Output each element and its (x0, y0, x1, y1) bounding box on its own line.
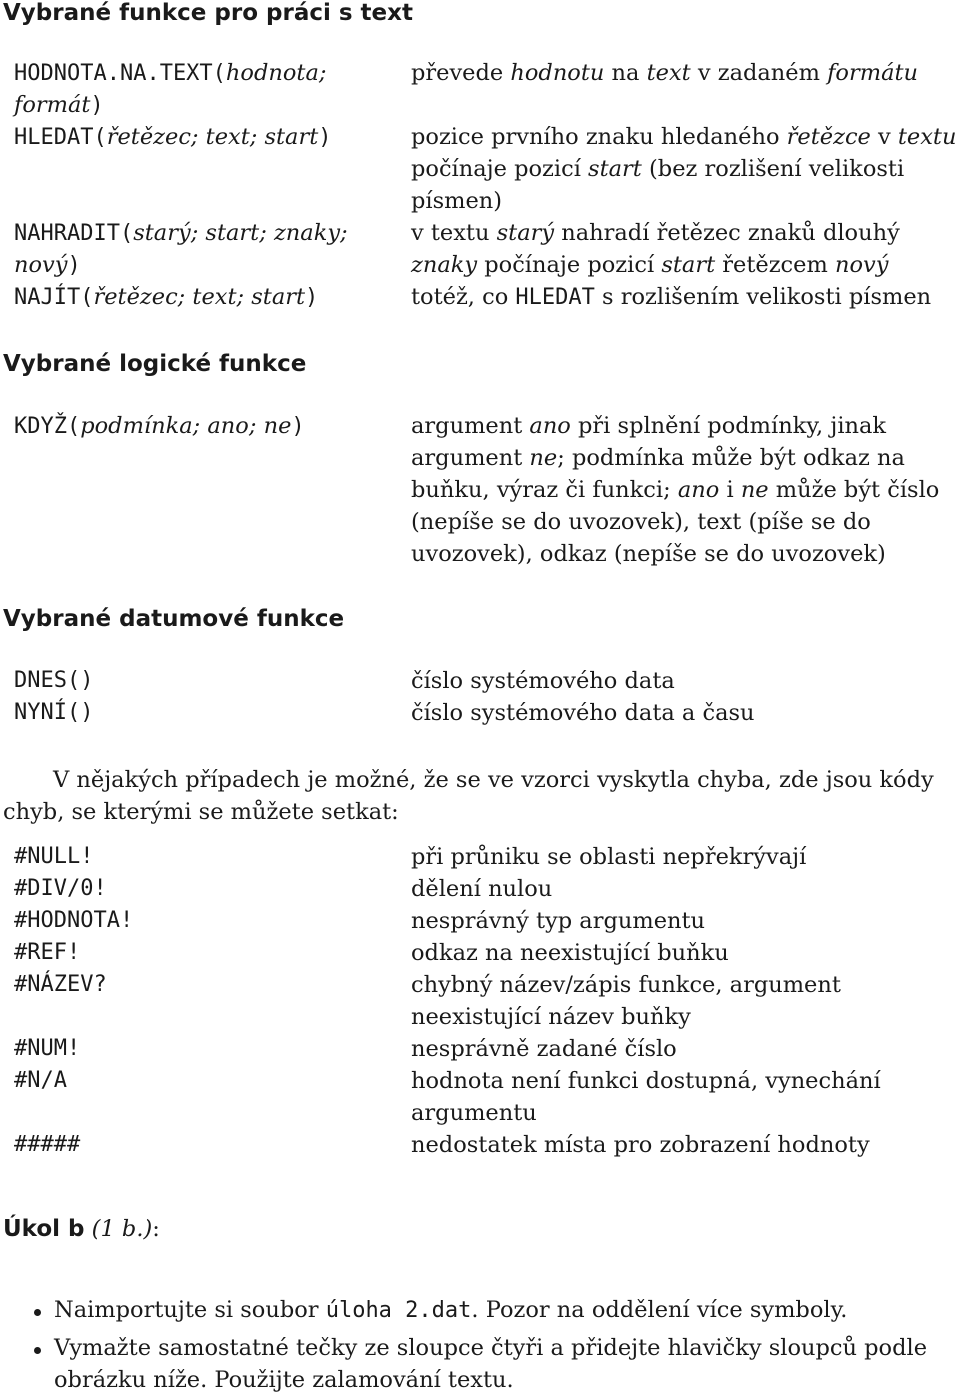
desc-emph: textu (897, 124, 957, 150)
bullet-icon (34, 1309, 41, 1316)
function-name: HODNOTA.NA.TEXT( (14, 61, 226, 86)
desc-emph: ne (740, 477, 769, 503)
desc-text: na (604, 60, 647, 86)
desc-emph: ano (677, 477, 720, 503)
desc-hledat-line1 (411, 124, 956, 150)
desc-text: i (719, 477, 741, 503)
desc-nahradit-line1 (411, 220, 900, 246)
error-code-div0: #DIV/0! (14, 876, 107, 901)
paragraph-line2: chyb, se kterými se můžete setkat: (3, 799, 399, 825)
task-text: Naimportujte si soubor (54, 1297, 326, 1323)
function-args: starý; start; znaky; (133, 220, 348, 246)
desc-dnes: číslo systémového data (411, 668, 675, 694)
function-kdyz (14, 413, 305, 439)
function-args: řetězec; text; start (106, 124, 319, 150)
task-bullet-1 (54, 1297, 847, 1323)
function-name: HLEDAT( (14, 125, 107, 150)
function-name: NAJÍT( (14, 285, 94, 310)
function-name: KDYŽ( (14, 414, 81, 439)
function-close: ) (305, 285, 319, 310)
desc-hledat-line2 (411, 156, 904, 182)
desc-hodnota-na-text (411, 60, 918, 86)
function-args: podmínka; ano; ne (80, 413, 292, 439)
error-code-nazev: #NÁZEV? (14, 972, 107, 997)
error-desc: při průniku se oblasti nepřekrývají (411, 844, 807, 870)
task-colon: : (152, 1216, 160, 1242)
desc-text: může být číslo (768, 477, 940, 503)
task-bullet-2-line2: obrázku níže. Použijte zalamování textu. (54, 1367, 514, 1393)
function-name: NAHRADIT( (14, 221, 134, 246)
error-desc: hodnota není funkci dostupná, vynechání (411, 1068, 881, 1094)
section-heading-logic-functions: Vybrané logické funkce (3, 351, 307, 377)
error-code-hodnota: #HODNOTA! (14, 908, 134, 933)
error-desc: chybný název/zápis funkce, argument (411, 972, 841, 998)
desc-text: totéž, co (411, 284, 516, 310)
desc-emph: řetězce (786, 124, 871, 150)
desc-text: argument (411, 413, 530, 439)
error-code-hashes: ##### (14, 1132, 81, 1157)
task-points: (1 b.) (84, 1216, 153, 1242)
task-heading (3, 1216, 160, 1242)
section-heading-date-functions: Vybrané datumové funkce (3, 606, 345, 632)
function-najit (14, 284, 318, 310)
desc-emph: hodnotu (510, 60, 605, 86)
desc-emph: ne (529, 445, 558, 471)
function-close: ) (90, 93, 104, 118)
error-code-null: #NULL! (14, 844, 94, 869)
desc-text: řetězcem (715, 252, 835, 278)
desc-text: počínaje pozicí (477, 252, 662, 278)
desc-text: s rozlišením velikosti písmen (594, 284, 932, 310)
function-args: formát (14, 92, 91, 118)
task-text: . Pozor na oddělení více symboly. (471, 1297, 848, 1323)
function-close: ) (318, 125, 332, 150)
paragraph-line1: V nějakých případech je možné, že se ve vzorci vyskytla chyba, zde jsou kódy (53, 767, 934, 793)
task-filename: úloha 2.dat (325, 1298, 472, 1323)
desc-text: při splnění podmínky, jinak (570, 413, 887, 439)
desc-text: nahradí řetězec znaků dlouhý (554, 220, 900, 246)
desc-text: v zadaném (690, 60, 828, 86)
desc-text: pozice prvního znaku hledaného (411, 124, 787, 150)
function-dnes: DNES() (14, 668, 94, 693)
function-hodnota-na-text (14, 60, 326, 86)
function-hodnota-na-text-cont (14, 92, 104, 118)
error-desc-cont: neexistující název buňky (411, 1004, 691, 1030)
task-label: Úkol b (3, 1216, 85, 1242)
desc-kdyz-line1 (411, 413, 886, 439)
desc-text: (bez rozlišení velikosti (641, 156, 905, 182)
task-bullet-2-line1: Vymažte samostatné tečky ze sloupce čtyři a přidejte hlavičky sloupců podle (54, 1335, 928, 1361)
desc-hledat-line3: písmen) (411, 188, 503, 214)
desc-emph: ano (529, 413, 571, 439)
bullet-icon (34, 1347, 41, 1354)
function-nahradit-cont (14, 252, 81, 278)
function-hledat (14, 124, 332, 150)
desc-text: ; podmínka může být odkaz na (557, 445, 905, 471)
desc-kdyz-line2 (411, 445, 905, 471)
desc-najit (411, 284, 931, 310)
desc-text: buňku, výraz či funkci; (411, 477, 678, 503)
desc-nahradit-line2 (411, 252, 888, 278)
function-nyni: NYNÍ() (14, 700, 94, 725)
error-code-num: #NUM! (14, 1036, 81, 1061)
function-args: řetězec; text; start (93, 284, 306, 310)
desc-emph: text (646, 60, 691, 86)
desc-kdyz-line4: (nepíše se do uvozovek), text (píše se do (411, 509, 871, 535)
error-desc: nedostatek místa pro zobrazení hodnoty (411, 1132, 870, 1158)
error-desc-cont: argumentu (411, 1100, 537, 1126)
desc-text: v (870, 124, 898, 150)
desc-kdyz-line3 (411, 477, 939, 503)
function-nahradit (14, 220, 348, 246)
function-args: hodnota; (225, 60, 327, 86)
desc-emph: start (588, 156, 642, 182)
desc-kdyz-line5: uvozovek), odkaz (nepíše se do uvozovek) (411, 541, 886, 567)
error-code-ref: #REF! (14, 940, 81, 965)
desc-text: počínaje pozicí (411, 156, 589, 182)
desc-emph: nový (834, 252, 889, 278)
error-code-na: #N/A (14, 1068, 67, 1093)
function-close: ) (67, 253, 81, 278)
function-args: nový (14, 252, 68, 278)
desc-nyni: číslo systémového data a času (411, 700, 755, 726)
error-desc: nesprávně zadané číslo (411, 1036, 677, 1062)
function-close: ) (291, 414, 305, 439)
desc-text: v textu (411, 220, 497, 246)
error-desc: dělení nulou (411, 876, 553, 902)
error-desc: nesprávný typ argumentu (411, 908, 706, 934)
desc-code: HLEDAT (515, 285, 595, 310)
desc-emph: start (661, 252, 716, 278)
desc-emph: starý (496, 220, 555, 246)
desc-emph: znaky (411, 252, 478, 278)
section-heading-text-functions: Vybrané funkce pro práci s text (3, 0, 413, 26)
desc-text: argument (411, 445, 530, 471)
error-desc: odkaz na neexistující buňku (411, 940, 729, 966)
desc-emph: formátu (827, 60, 919, 86)
desc-text: převede (411, 60, 511, 86)
